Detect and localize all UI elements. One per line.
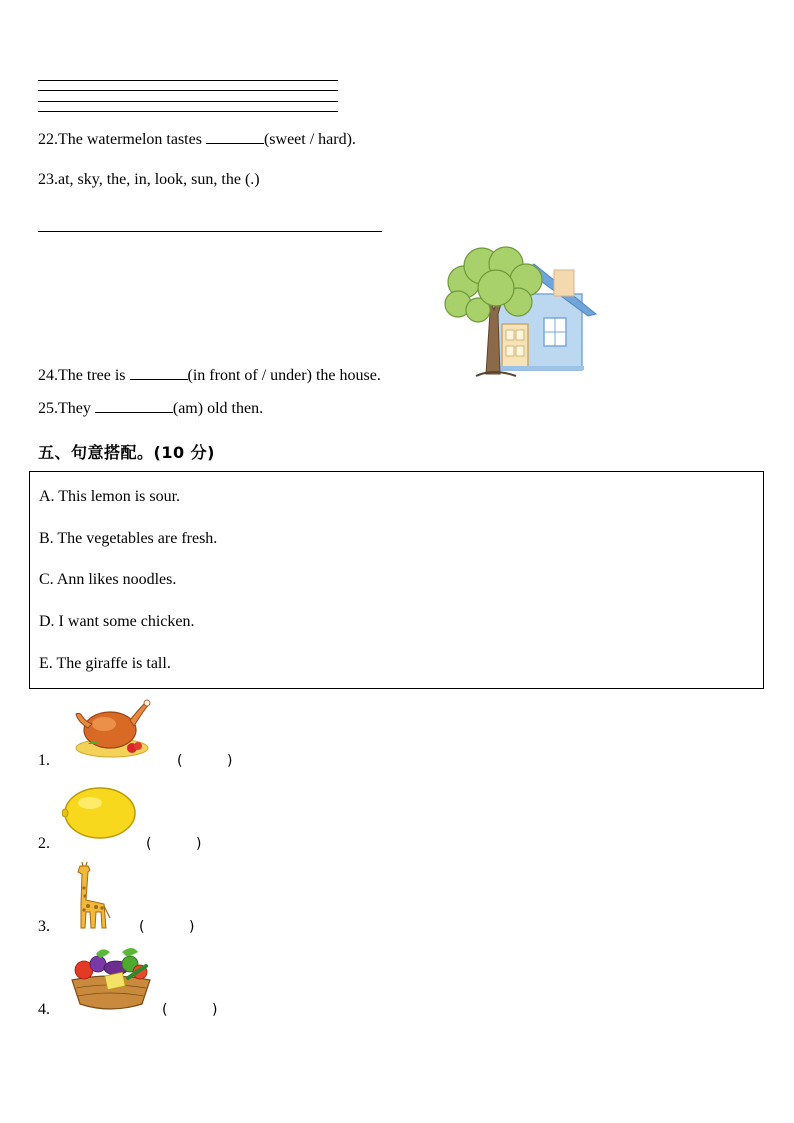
giraffe-picture — [74, 860, 114, 930]
question-text: The watermelon tastes — [58, 131, 206, 148]
answer-parentheses[interactable]: ( ) — [162, 1002, 218, 1018]
question-text: at, sky, the, in, look, sun, the (.) — [58, 171, 260, 188]
question-25 — [38, 398, 263, 419]
writing-line — [38, 80, 338, 81]
item-number: 2. — [38, 835, 50, 852]
option-d: D. I want some chicken. — [39, 613, 195, 630]
writing-line — [38, 90, 338, 91]
options-box — [29, 471, 764, 689]
question-hint: (in front of / under) the house. — [187, 367, 381, 384]
writing-line — [38, 111, 338, 112]
question-24 — [38, 365, 381, 386]
tree-house-illustration — [438, 242, 598, 382]
vegetable-basket-picture — [66, 944, 154, 1012]
question-23 — [38, 170, 260, 190]
question-number: 25. — [38, 400, 58, 417]
answer-blank[interactable] — [206, 129, 264, 144]
question-hint: (am) old then. — [172, 400, 264, 417]
writing-line — [38, 101, 338, 102]
option-c: C. Ann likes noodles. — [39, 571, 177, 588]
section-title: 五、句意搭配。(10 分) — [38, 443, 215, 462]
answer-line[interactable] — [38, 231, 382, 232]
question-hint: (sweet / hard). — [263, 131, 356, 148]
roast-chicken-picture — [74, 698, 152, 760]
question-number: 23. — [38, 171, 58, 188]
answer-blank[interactable] — [130, 365, 188, 380]
option-e: E. The giraffe is tall. — [39, 655, 171, 672]
item-number: 3. — [38, 918, 50, 935]
answer-parentheses[interactable]: ( ) — [139, 919, 195, 935]
item-number: 4. — [38, 1001, 50, 1018]
answer-parentheses[interactable]: ( ) — [177, 753, 233, 769]
question-number: 22. — [38, 131, 58, 148]
question-text: The tree is — [58, 367, 130, 384]
question-text: They — [58, 400, 95, 417]
lemon-picture — [62, 785, 138, 841]
answer-parentheses[interactable]: ( ) — [146, 836, 202, 852]
question-22 — [38, 129, 356, 150]
option-a: A. This lemon is sour. — [39, 488, 181, 505]
answer-blank[interactable] — [95, 398, 173, 413]
question-number: 24. — [38, 367, 58, 384]
item-number: 1. — [38, 752, 50, 769]
option-b: B. The vegetables are fresh. — [39, 530, 218, 547]
